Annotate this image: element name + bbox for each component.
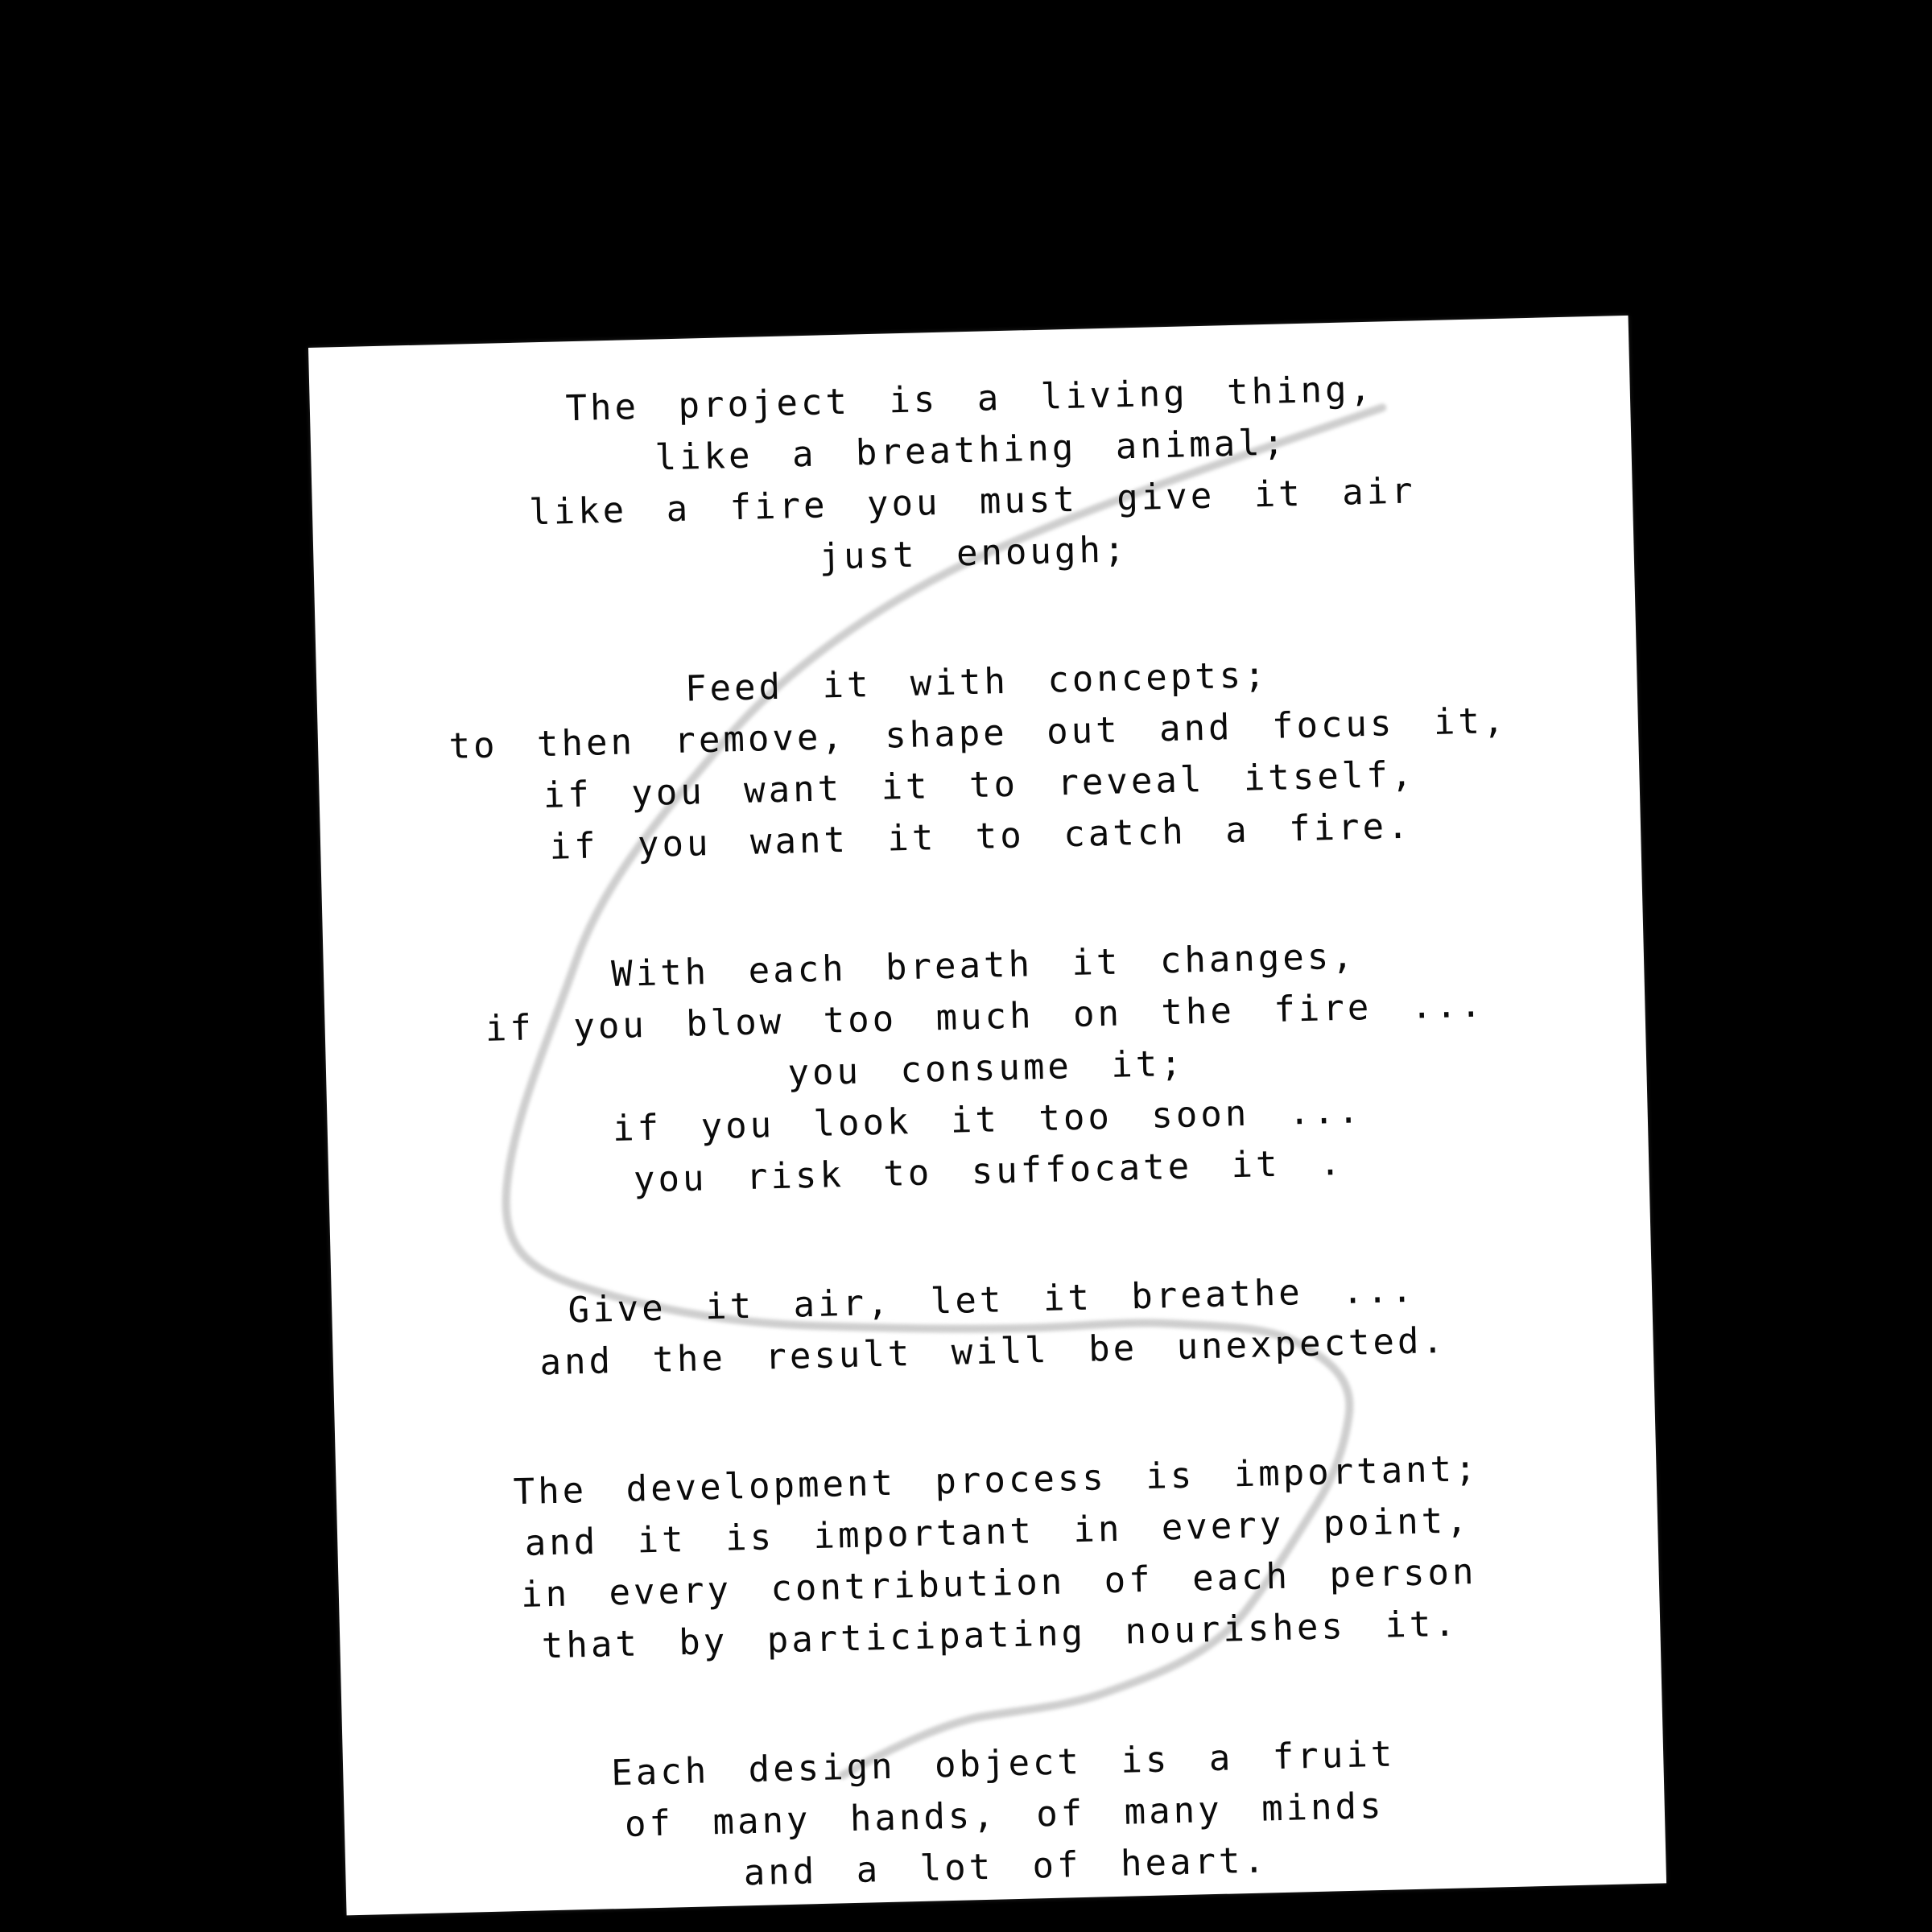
stanza: [343, 1722, 1666, 1909]
paper-sheet: [308, 316, 1666, 1915]
poem: [308, 316, 1666, 1909]
stanza: [323, 924, 1649, 1214]
poem-line: you consume it;: [786, 1042, 1186, 1094]
poem-line: if you want it to reveal itself,: [543, 753, 1416, 817]
poem-line: in every contribution of each person: [520, 1551, 1478, 1616]
poem-line: you risk to suffocate it .: [633, 1141, 1345, 1201]
poem-line: The development process is important;: [513, 1447, 1480, 1513]
poem-line: and a lot of heart.: [743, 1839, 1269, 1894]
poem-line: to then remove, shape out and focus it,: [448, 700, 1508, 767]
poem-line: Each design object is a fruit: [610, 1733, 1396, 1794]
poem-line: like a breathing animal;: [654, 422, 1288, 479]
stanza: [332, 1259, 1654, 1394]
poem-line: of many hands, of many minds: [624, 1785, 1385, 1845]
poem-line: and it is important in every point,: [524, 1500, 1472, 1564]
poem-line: just enough;: [818, 529, 1129, 578]
poem-line: Feed it with concepts;: [684, 654, 1269, 710]
poem-line: like a fire you must give it air: [528, 470, 1417, 534]
poem-line: Give it air, let it breathe ...: [568, 1269, 1417, 1331]
poem-line: The project is a living thing,: [564, 368, 1375, 430]
poem-line: if you blow too much on the fire ...: [485, 984, 1485, 1050]
stanza: [316, 641, 1641, 879]
poem-line: that by participating nourishes it.: [541, 1603, 1459, 1667]
stanza: [309, 357, 1634, 596]
poem-line: and the result will be unexpected.: [539, 1319, 1447, 1384]
poem-line: if you look it too soon ...: [612, 1090, 1363, 1150]
poem-line: if you want it to catch a fire.: [549, 805, 1413, 868]
stanza: [336, 1439, 1661, 1678]
poem-line: With each breath it changes,: [610, 935, 1357, 996]
